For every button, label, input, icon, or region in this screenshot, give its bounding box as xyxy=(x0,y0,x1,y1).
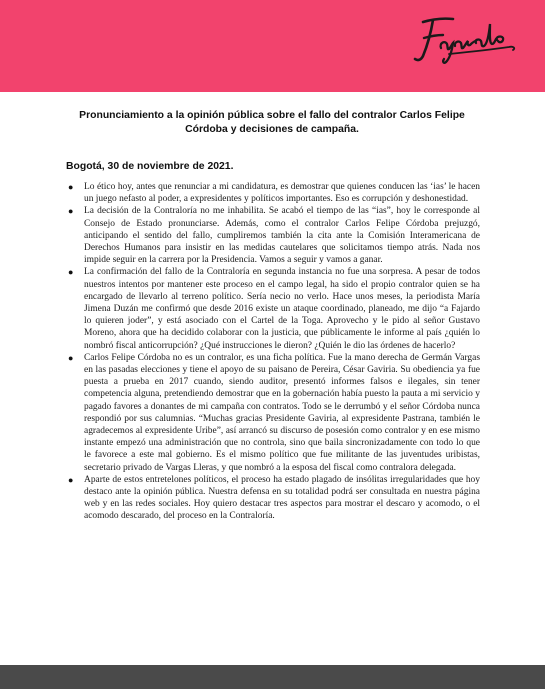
bullet-icon: ● xyxy=(68,206,74,217)
document-title: Pronunciamiento a la opinión pública sobre el fallo del contralor Carlos Felipe Córdoba y decisiones de campaña. xyxy=(79,110,465,135)
header-band xyxy=(0,0,545,92)
list-item-text: Aparte de estos entretelones políticos, el proceso ha estado plagado de insólitas irregularidades que hoy destaco ante la opinión pública. Nuestra defensa en su totalidad podrá ser consultada en nuestra página web y en las redes sociales. Hoy quiero destacar tres aspectos para mostrar el descaro y acomodo, o el acomodo descarado, del proceso en la Contraloría. xyxy=(84,474,480,522)
bullet-icon: ● xyxy=(68,182,74,192)
list-item xyxy=(66,181,480,205)
dateline: Bogotá, 30 de noviembre de 2021. xyxy=(66,161,234,172)
fajardo-logo xyxy=(409,10,521,66)
fajardo-logo-signature xyxy=(409,10,521,66)
list-item xyxy=(66,474,480,523)
list-item-text: La decisión de la Contraloría no me inhabilita. Se acabó el tiempo de las “ias”, hoy le corresponde al Consejo de Estado pronunciarse. Además, como el contralor Carlos Felipe Córdoba prejuzgó, anticipando el sentido del fallo, cumpliremos también la cita ante la Comisión Interamericana de Derechos Humanos para insistir en las medidas cautelares que solicitamos tiempo atrás. Nada nos impide seguir en la carrera por la Presidencia. Vamos a seguir y vamos a ganar. xyxy=(84,206,480,266)
list-item-text: Carlos Felipe Córdoba no es un contralor, es una ficha política. Fue la mano derecha de Germán Vargas en las pasadas elecciones y tiene el apoyo de su paisano de Pereira, César Gaviria. Su obediencia ya fue puesta a prueba en 2017 cuando, siendo auditor, presentó informes falsos e ilegales, sin tener competencia alguna, pretendiendo demostrar que en la gobernación había puesto la pauta a mi servicio y pagado favores a donantes de mi campaña con contratos. Todo se le derrumbó y el señor Córdoba nunca respondió por sus calumnias. “Muchas gracias Presidente Gaviria, al expresidente Pastrana, también le agradecemos al expresidente Uribe”, así arrancó su discurso de posesión como contralor y en ese mismo instante empezó una administración que no controla, sino que baila sincronizadamente con todo lo que le favorece a este mal gobierno. Es el mismo político que fue militante de las juventudes uribistas, secretario privado de Vargas Lleras, y que nombró a la esposa del fiscal como contralora delegada. xyxy=(84,352,480,473)
list-item xyxy=(66,205,480,266)
list-item xyxy=(66,352,480,474)
bullet-icon: ● xyxy=(68,352,74,363)
bullet-icon: ● xyxy=(68,267,74,278)
list-item-text: La confirmación del fallo de la Contraloría en segunda instancia no fue una sorpresa. A pesar de todos nuestros intentos por mantener este proceso en el campo legal, ha sido el propio contralor quien se ha encargado de llevarlo al terreno político. Sería necio no verlo. Hace unos meses, la periodista María Jimena Duzán me confirmó que desde 2016 existe un ataque coordinado, planeado, me dijo “a Fajardo lo quieren joder”, y está asociado con el Cartel de la Toga. Aprovecho y le pido al señor Gustavo Moreno, ahora que ha decidido colaborar con la justicia, que públicamente le informe al país ¿quién lo nombró fiscal anticorrupción? ¿Qué instrucciones le dieron? ¿Quién le dio las órdenes de hacerlo? xyxy=(84,267,480,351)
bullet-list xyxy=(66,181,480,523)
list-item-text: Lo ético hoy, antes que renunciar a mi candidatura, es demostrar que quienes conducen las ‘ias’ le hacen un juego nefasto al poder, a expresidentes y políticos importantes. Eso es corrupción y deshonestidad. xyxy=(84,182,480,205)
footer-band xyxy=(0,665,545,689)
bullet-icon: ● xyxy=(68,474,74,485)
list-item xyxy=(66,266,480,351)
